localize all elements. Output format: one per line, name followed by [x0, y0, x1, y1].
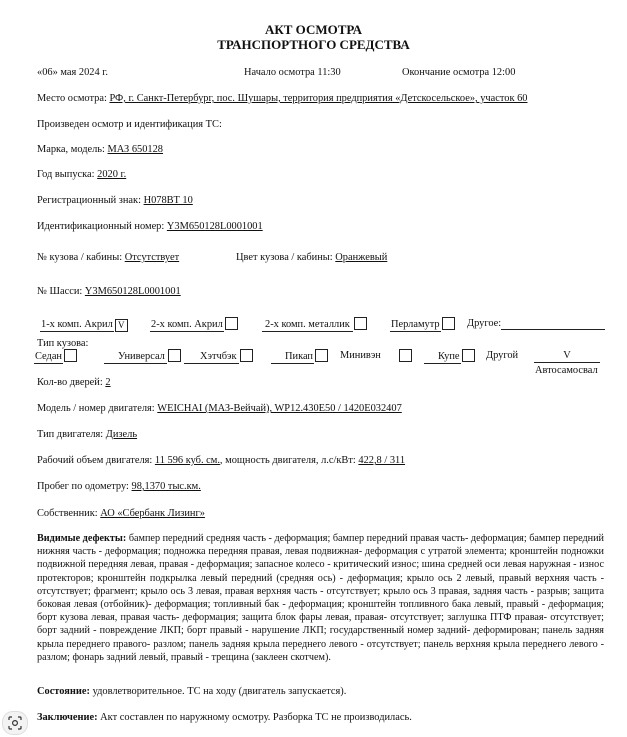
paint-option-pearl [390, 317, 455, 332]
reg-value: Н078ВТ 10 [143, 195, 193, 206]
paint-acryl1-checkbox: V [115, 319, 128, 332]
place-value: РФ, г. Санкт-Петербург, пос. Шушары, территория предприятия «Детскосельское», участок 60 [109, 93, 528, 104]
paint-metallic-checkbox [354, 317, 367, 330]
doors-value: 2 [105, 377, 111, 388]
body-type-label: Тип кузова: [37, 338, 89, 349]
engine-volume-label: Рабочий объем двигателя: [37, 455, 153, 466]
paint-option-acryl2 [150, 317, 238, 332]
body-type-pickup-checkbox [315, 349, 328, 362]
paint-option-acryl1 [40, 317, 128, 332]
body-type-other-value: Автосамосвал [535, 365, 598, 376]
mileage-value: 98,1370 тыс.км. [131, 481, 201, 492]
state-row [37, 685, 346, 698]
make-value: МАЗ 650128 [107, 144, 164, 155]
body-type-pickup-label: Пикап [271, 350, 314, 364]
mileage-label: Пробег по одометру: [37, 481, 129, 492]
body-color-row [236, 251, 387, 264]
body-type-sedan [34, 349, 77, 364]
year-value: 2020 г. [97, 169, 127, 180]
doors-label: Кол-во дверей: [37, 377, 103, 388]
chassis-label: № Шасси: [37, 286, 83, 297]
engine-volume-row [37, 454, 405, 467]
body-type-universal [104, 349, 181, 364]
body-color-label: Цвет кузова / кабины: [236, 252, 333, 263]
conclusion-row [37, 711, 412, 724]
mileage-row [37, 480, 201, 493]
body-type-universal-checkbox [168, 349, 181, 362]
place-label: Место осмотра: [37, 93, 107, 104]
engine-model-value: WEICHAI (МАЗ-Вейчай), WP12.430E50 / 1420E032407 [157, 403, 402, 414]
paint-option-pearl-label: Перламутр [391, 319, 440, 330]
body-color-value: Оранжевый [335, 252, 388, 263]
engine-model-label: Модель / номер двигателя: [37, 403, 155, 414]
engine-type-label: Тип двигателя: [37, 429, 104, 440]
paint-option-acryl1-label: 1-х комп. Акрил [41, 319, 113, 330]
body-number-value: Отсутствует [124, 252, 180, 263]
lens-search-button[interactable] [2, 711, 28, 735]
body-type-hatchback-checkbox [240, 349, 253, 362]
inspection-start: Начало осмотра 11:30 [244, 67, 341, 78]
defects-label: Видимые дефекты: [37, 533, 127, 544]
year-row [37, 168, 126, 181]
body-number-label: № кузова / кабины: [37, 252, 123, 263]
body-type-sedan-label: Седан [35, 351, 62, 362]
state-text: удовлетворительное. ТС на ходу (двигатель запускается). [92, 686, 347, 697]
paint-acryl2-checkbox [225, 317, 238, 330]
vin-label: Идентификационный номер: [37, 221, 165, 232]
body-type-hatchback-label: Хэтчбэк [184, 350, 239, 364]
doors-row [37, 376, 111, 389]
reg-label: Регистрационный знак: [37, 195, 141, 206]
engine-type-row [37, 428, 137, 441]
vin-row [37, 220, 263, 233]
engine-type-value: Дизель [105, 429, 138, 440]
body-type-other-checkbox: V [534, 349, 600, 363]
conclusion-text: Акт составлен по наружному осмотру. Разборка ТС не производилась. [100, 712, 412, 723]
paint-option-metallic-label: 2-х комп. металлик [262, 318, 353, 332]
vin-value: Y3M650128L0001001 [166, 221, 263, 232]
year-label: Год выпуска: [37, 169, 95, 180]
engine-power-value: 422,8 / 311 [358, 455, 406, 466]
make-row [37, 143, 163, 156]
body-type-coupe-checkbox [462, 349, 475, 362]
reg-row [37, 194, 193, 207]
paint-option-other [467, 317, 605, 330]
paint-pearl-checkbox [442, 317, 455, 330]
body-type-hatchback [184, 349, 253, 364]
lens-search-icon [8, 716, 22, 730]
body-type-coupe-label: Купе [424, 350, 461, 364]
owner-row [37, 507, 205, 520]
defects-paragraph [37, 532, 604, 664]
body-type-other-label: Другой [486, 350, 519, 361]
inspection-end: Окончание осмотра 12:00 [402, 67, 516, 78]
document-title-line1: АКТ ОСМОТРА [264, 22, 363, 37]
body-type-pickup [271, 349, 328, 364]
paint-option-other-label: Другое: [467, 318, 502, 329]
body-type-other-mark [534, 349, 600, 363]
chassis-value: Y3M650128L0001001 [84, 286, 181, 297]
owner-value: АО «Сбербанк Лизинг» [100, 508, 205, 519]
body-type-sedan-checkbox [64, 349, 77, 362]
engine-model-row [37, 402, 402, 415]
body-type-minivan-label: Минивэн [340, 350, 381, 361]
engine-volume-value: 11 596 куб. см. [154, 455, 220, 466]
place-row [37, 92, 528, 105]
owner-label: Собственник: [37, 508, 98, 519]
body-type-minivan-box [398, 349, 412, 364]
paint-option-acryl2-label: 2-х комп. Акрил [151, 319, 223, 330]
engine-power-label: , мощность двигателя, л.с/кВт: [219, 455, 356, 466]
inspection-date: «06» мая 2024 г. [37, 67, 108, 78]
chassis-row [37, 285, 181, 298]
identification-heading: Произведен осмотр и идентификация ТС: [37, 119, 222, 130]
paint-option-metallic [262, 317, 367, 332]
body-type-minivan-checkbox [399, 349, 412, 362]
document-title-line2: ТРАНСПОРТНОГО СРЕДСТВА [217, 37, 410, 52]
paint-other-blank [501, 317, 605, 330]
body-type-minivan [340, 349, 381, 362]
defects-text: бампер передний средняя часть - деформация; бампер передний правая часть- деформация; бампер передний нижняя часть - деформация; подножка передняя правая, левая подвижная- деформация с утратой элемента; кронштейн подножки подвижной передняя левая, правая - деформация; запасное колесо - критический износ; шина средней оси левая наружная - износ протекторов; кронштейн подкрылка левый передний (средняя ось) - деформация; крыло ось 2 левый, правый верхняя часть - отсутствует; фрагмент; крыло ось 3 левая, правая верхняя часть - отсутствует; крыло ось 3 правая, задняя часть - разрыв; защита боковая левая (отбойник)- деформация; топливный бак - деформация; кронштейн топливного бака левый, правый - деформация; борт кузова левая, правая часть- деформация; защита блок фары левая, правая- отсутствует; заглушка ПТФ правая- отсутствует; борт задний - повреждение ЛКП; борт правый - нарушение ЛКП; государственный номер задний- деформирован; панель задняя крыла переднего правого- разлом; панель задняя крыла переднего левого - отсутствует; панель верхняя крыла переднего левого - разлом; фонарь задний левый, правый - трещина (заклеен скотчем). [37, 533, 605, 663]
conclusion-label: Заключение: [37, 712, 98, 723]
make-label: Марка, модель: [37, 144, 105, 155]
body-type-coupe [424, 349, 475, 364]
body-number-row [37, 251, 179, 264]
state-label: Состояние: [37, 686, 90, 697]
body-type-universal-label: Универсал [104, 350, 167, 364]
